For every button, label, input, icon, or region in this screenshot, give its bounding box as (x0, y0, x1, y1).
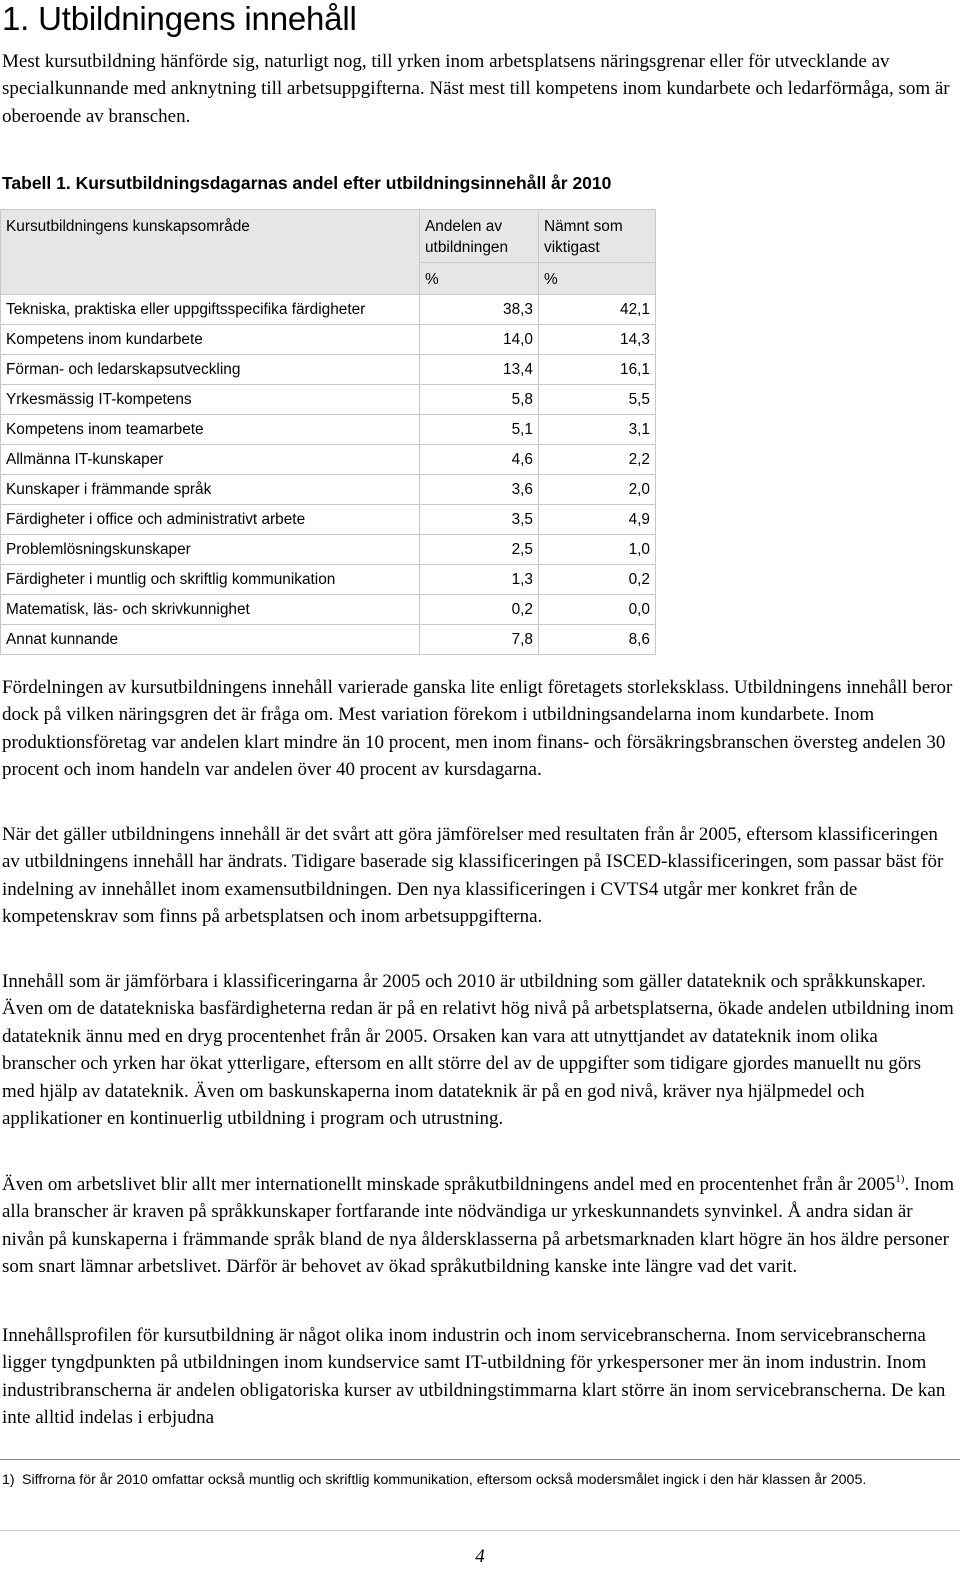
row-label: Problemlösningskunskaper (1, 535, 420, 565)
row-label: Färdigheter i muntlig och skriftlig kommunikation (1, 565, 420, 595)
table-body (1, 210, 656, 655)
row-share-value: 14,0 (420, 325, 539, 355)
intro-paragraph: Mest kursutbildning hänförde sig, naturligt nog, till yrken inom arbetsplatsens näringsgrenar eller för utvecklande av specialkunnande med anknytning till arbetsuppgifterna. Näst mest till kompetens inom kundarbete och ledarförmåga, som är oberoende av branschen. (2, 51, 950, 127)
row-important-value: 0,2 (539, 565, 656, 595)
footnote-text: Siffrorna för år 2010 omfattar också muntlig och skriftlig kommunikation, eftersom också modersmålet ingick i den här klassen år 2005. (22, 1472, 867, 1488)
row-share-value: 2,5 (420, 535, 539, 565)
row-important-value: 0,0 (539, 595, 656, 625)
table-row (1, 625, 656, 655)
table-row (1, 535, 656, 565)
row-label: Förman- och ledarskapsutveckling (1, 355, 420, 385)
paragraph-content-variation: Fördelningen av kursutbildningens innehåll varierade ganska lite enligt företagets storleksklass. Utbildningens innehåll beror dock på vilken näringsgren det är fråga om. Mest variation förekom i utbildningsandelarna inom kundarbete. Inom produktionsföretag var andelen klart mindre än 10 procent, men inom finans- och försäkringsbranschen översteg andelen 30 procent och inom handeln var andelen över 40 procent av kursdagarna. (2, 677, 953, 781)
row-label: Kompetens inom kundarbete (1, 325, 420, 355)
unit-important: % (539, 263, 656, 295)
row-label: Allmänna IT-kunskaper (1, 445, 420, 475)
row-label: Matematisk, läs- och skrivkunnighet (1, 595, 420, 625)
row-important-value: 2,2 (539, 445, 656, 475)
table-row (1, 355, 656, 385)
paragraph-datateknik: Innehåll som är jämförbara i klassificeringarna år 2005 och 2010 är utbildning som gäller datateknik och språkkunskaper. Även om de datatekniska basfärdigheterna redan är på en relativt hög nivå på arbetsplatserna, ökade andelen utbildning inom datateknik ännu med en dryg procentenhet från år 2005. Orsaken kan vara att utnyttjandet av datateknik inom olika branscher och yrken har ökat ytterligare, eftersom en allt större del av de uppgifter som tidigare gjordes manuellt nu görs med hjälp av datateknik. Även om baskunskaperna inom datateknik är på en god nivå, kräver nya hjälpmedel och applikationer en kontinuerlig utbildning i program och utrustning. (2, 971, 954, 1130)
row-label: Färdigheter i office och administrativt arbete (1, 505, 420, 535)
row-important-value: 1,0 (539, 535, 656, 565)
table-row (1, 595, 656, 625)
row-label: Kompetens inom teamarbete (1, 415, 420, 445)
table-title: Tabell 1. Kursutbildningsdagarnas andel efter utbildningsinnehåll år 2010 (2, 173, 612, 193)
table-row (1, 505, 656, 535)
row-label: Kunskaper i främmande språk (1, 475, 420, 505)
row-important-value: 14,3 (539, 325, 656, 355)
paragraph-language-training (2, 1171, 956, 1281)
row-share-value: 3,5 (420, 505, 539, 535)
row-label: Tekniska, praktiska eller uppgiftsspecifika färdigheter (1, 295, 420, 325)
table-row (1, 415, 656, 445)
table-row (1, 445, 656, 475)
row-important-value: 42,1 (539, 295, 656, 325)
paragraph-content-profile: Innehållsprofilen för kursutbildning är något olika inom industrin och inom servicebranscherna. Inom servicebranscherna ligger tyngdpunkten på utbildningen inom kundservice samt IT-utbildning för yrkespersoner mer än inom industrin. Inom industribranscherna är andelen obligatoriska kurser av utbildningstimmarna klart större än inom servicebranscherna. De kan inte alltid indelas i erbjudna (2, 1325, 946, 1429)
paragraph-comparison-2005: När det gäller utbildningens innehåll är det svårt att göra jämförelser med resultaten från år 2005, eftersom klassificeringen av utbildningens innehåll har ändrats. Tidigare baserade sig klassificeringen på ISCED-klassificeringen, som passar bäst för indelning av innehållet inom examensutbildningen. Den nya klassificeringen i CVTS4 utgår mer konkret från de kompetenskrav som finns på arbetsplatsen och inom arbetsuppgifterna. (2, 824, 944, 928)
row-share-value: 0,2 (420, 595, 539, 625)
footnote-divider (0, 1459, 960, 1460)
row-important-value: 8,6 (539, 625, 656, 655)
footnote (2, 1471, 952, 1490)
content-table (0, 209, 656, 655)
table-row (1, 565, 656, 595)
table-row (1, 385, 656, 415)
row-share-value: 4,6 (420, 445, 539, 475)
paragraph-language-text-b: . Inom alla branscher är kraven på språkkunskaper fortfarande inte nödvändiga ur yrkeskunnandets synvinkel. Å andra sidan är nivån på kunskaperna i främmande språk bland de nya åldersklasserna på arbetsmarknaden klart högre än hos äldre personer som snart lämnar arbetslivet. Därför är behovet av ökad språkutbildning kanske inte längre vad det varit. (2, 1174, 955, 1278)
row-share-value: 1,3 (420, 565, 539, 595)
row-important-value: 5,5 (539, 385, 656, 415)
table-row (1, 295, 656, 325)
row-label: Annat kunnande (1, 625, 420, 655)
row-share-value: 38,3 (420, 295, 539, 325)
unit-share: % (420, 263, 539, 295)
table-row (1, 325, 656, 355)
row-important-value: 3,1 (539, 415, 656, 445)
row-share-value: 13,4 (420, 355, 539, 385)
row-share-value: 7,8 (420, 625, 539, 655)
table-row (1, 475, 656, 505)
table-header-row (1, 210, 656, 263)
row-share-value: 3,6 (420, 475, 539, 505)
footnote-reference: 1) (895, 1173, 905, 1185)
page-footer-divider (0, 1530, 960, 1531)
row-share-value: 5,8 (420, 385, 539, 415)
row-important-value: 4,9 (539, 505, 656, 535)
row-important-value: 16,1 (539, 355, 656, 385)
paragraph-language-text-a: Även om arbetslivet blir allt mer internationellt minskade språkutbildningens andel med en procentenhet från år 2005 (2, 1174, 896, 1195)
header-important: Nämnt som viktigast (539, 210, 656, 263)
header-area: Kursutbildningens kunskapsområde (1, 210, 420, 295)
header-share: Andelen av utbildningen (420, 210, 539, 263)
row-share-value: 5,1 (420, 415, 539, 445)
row-important-value: 2,0 (539, 475, 656, 505)
row-label: Yrkesmässig IT-kompetens (1, 385, 420, 415)
section-heading: 1. Utbildningens innehåll (2, 0, 357, 37)
page-number: 4 (475, 1546, 485, 1567)
footnote-marker: 1) (2, 1472, 15, 1488)
